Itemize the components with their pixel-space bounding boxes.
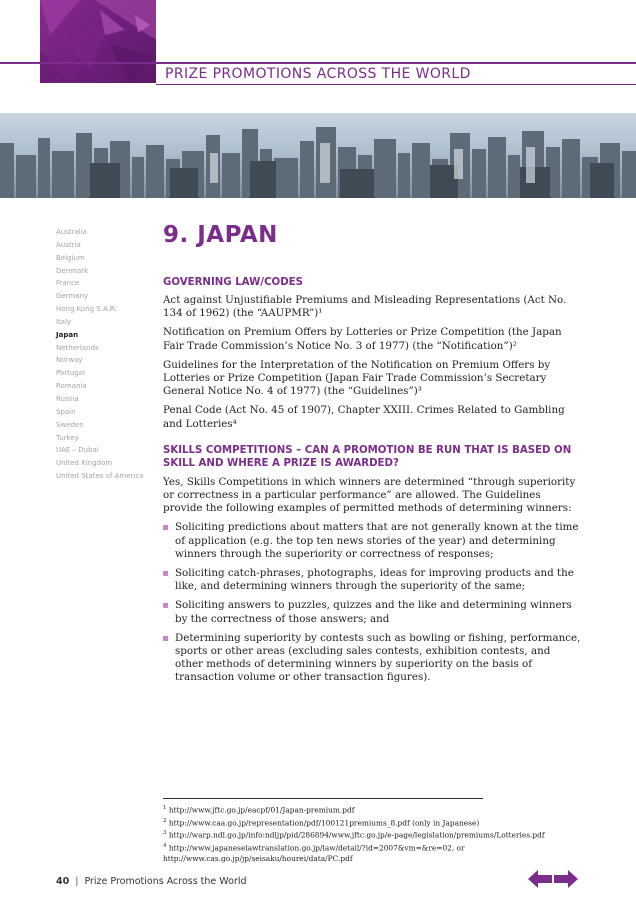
section-heading-skills-competitions: SKILLS COMPETITIONS – CAN A PROMOTION BE RUN THAT IS BASED ON SKILL AND WHERE A PRIZE IS AWARDED? — [163, 444, 572, 469]
document-header-title: PRIZE PROMOTIONS ACROSS THE WORLD — [165, 66, 471, 82]
city-skyline-banner — [0, 113, 636, 198]
sidebar-item-france[interactable]: France — [56, 279, 80, 288]
footnotes — [163, 803, 583, 864]
sidebar-item-russia[interactable]: Russia — [56, 394, 79, 403]
sidebar-item-united-kingdom[interactable]: United Kingdom — [56, 459, 113, 468]
footnote-link[interactable]: http://www.jftc.go.jp/eacpf/01/Japan-premium.pdf — [168, 805, 355, 815]
sidebar-item-norway[interactable]: Norway — [56, 356, 83, 365]
square-bullet-icon — [163, 571, 168, 576]
footnote-number: 1 — [163, 805, 167, 811]
main-content — [163, 222, 581, 685]
page-navigation — [528, 870, 580, 888]
sidebar-item-turkey[interactable]: Turkey — [56, 433, 79, 442]
bullet-list — [163, 521, 581, 684]
footnote-number: 2 — [163, 817, 167, 824]
paragraph: Act against Unjustifiable Premiums and Misleading Representations (Act No. 134 of 1962) (the “AAUPMR”)¹ — [163, 294, 567, 320]
abstract-pattern-icon — [40, 0, 156, 83]
sidebar-item-australia[interactable]: Australia — [56, 228, 87, 236]
sidebar-item-uae-dubai[interactable]: UAE – Dubai — [56, 446, 99, 455]
list-item — [163, 632, 581, 685]
footnote — [163, 816, 583, 829]
header-rule — [0, 62, 636, 64]
sidebar-item-japan[interactable]: Japan — [56, 330, 79, 339]
footnote-rule — [163, 798, 483, 799]
list-item-text: Soliciting catch-phrases, photographs, ideas for improving products and the like, and determining winners through the superiority of the same; — [175, 567, 574, 593]
sidebar-item-portugal[interactable]: Portugal — [56, 369, 85, 378]
square-bullet-icon — [163, 603, 168, 608]
list-item — [163, 599, 581, 625]
paragraph: Guidelines for the Interpretation of the Notification on Premium Offers by Lotteries or Prize Competition (Japan Fair Trade Commission’s Secretary General Notice No. 4 of 1977) (the “Guidelines”)³ — [163, 358, 551, 398]
country-sidebar-nav — [56, 226, 156, 483]
city-skyline-image — [0, 113, 636, 198]
section-heading-governing-law: GOVERNING LAW/CODES — [163, 277, 303, 288]
square-bullet-icon — [163, 525, 168, 530]
sidebar-item-romania[interactable]: Romania — [56, 382, 87, 391]
sidebar-item-austria[interactable]: Austria — [56, 240, 81, 249]
sidebar-item-belgium[interactable]: Belgium — [56, 253, 85, 262]
list-item — [163, 567, 581, 593]
square-bullet-icon — [163, 636, 168, 641]
page-title: 9. JAPAN — [163, 222, 278, 248]
page-footer — [56, 876, 247, 887]
sidebar-item-netherlands[interactable]: Netherlands — [56, 343, 99, 352]
footnote — [163, 803, 583, 816]
footnote — [163, 841, 583, 864]
footer-title: Prize Promotions Across the World — [84, 876, 247, 887]
list-item — [163, 521, 581, 561]
footnote — [163, 828, 583, 841]
header-decorative-block — [40, 0, 156, 83]
list-item-text: Determining superiority by contests such as bowling or fishing, performance, sports or other areas (excluding sales contests, exhibition contests, and other methods of determining winners by superiority on the basis of transaction volume or other transaction figures). — [175, 631, 581, 684]
sidebar-item-denmark[interactable]: Denmark — [56, 266, 89, 275]
paragraph: Notification on Premium Offers by Lotteries or Prize Competition (the Japan Fair Trade Commission’s Notice No. 3 of 1977) (the “Notification”)² — [163, 326, 562, 352]
footer-separator: | — [75, 876, 79, 887]
sidebar-item-united-states[interactable]: United States of America — [56, 472, 144, 481]
footnote-link[interactable]: http://warp.ndl.go.jp/info:ndljp/pid/286894/www.jftc.go.jp/e-page/legislation/premiums/Lotteries.pdf — [168, 830, 545, 840]
list-item-text: Soliciting predictions about matters that are not generally known at the time of application (e.g. the top ten news stories of the year) and determining winners through the superiority or correctness of responses; — [175, 521, 579, 560]
footnote-link[interactable]: http://www.caa.go.jp/representation/pdf/100121premiums_8.pdf (only in Japanese) — [168, 818, 480, 828]
prev-page-arrow-icon[interactable] — [528, 870, 552, 888]
sidebar-item-spain[interactable]: Spain — [56, 407, 76, 416]
sidebar-item-italy[interactable]: Italy — [56, 317, 72, 326]
footnote-link[interactable]: http://www.japaneselawtranslation.go.jp/law/detail/?id=2007&vm=&re=02, or http://www.cas.go.jp/jp/seisaku/hourei/data/PC.pdf — [163, 843, 465, 863]
paragraph: Yes, Skills Competitions in which winners are determined “through superiority or correctness in a particular performance” are allowed. The Guidelines provide the following examples of permitted methods of determining winners: — [163, 475, 576, 515]
footnote-number: 3 — [163, 830, 167, 837]
sidebar-item-sweden[interactable]: Sweden — [56, 420, 84, 429]
list-item-text: Soliciting answers to puzzles, quizzes and the like and determining winners by the correctness of those answers; and — [175, 599, 572, 625]
sidebar-item-hong-kong[interactable]: Hong Kong S.A.R. — [56, 305, 117, 314]
sidebar-item-germany[interactable]: Germany — [56, 292, 89, 301]
footnote-number: 4 — [163, 843, 167, 850]
page-number: 40 — [56, 876, 70, 887]
paragraph: Penal Code (Act No. 45 of 1907), Chapter XXIII. Crimes Related to Gambling and Lotteries⁴ — [163, 404, 565, 430]
header-underline — [156, 84, 636, 85]
next-page-arrow-icon[interactable] — [554, 870, 578, 888]
